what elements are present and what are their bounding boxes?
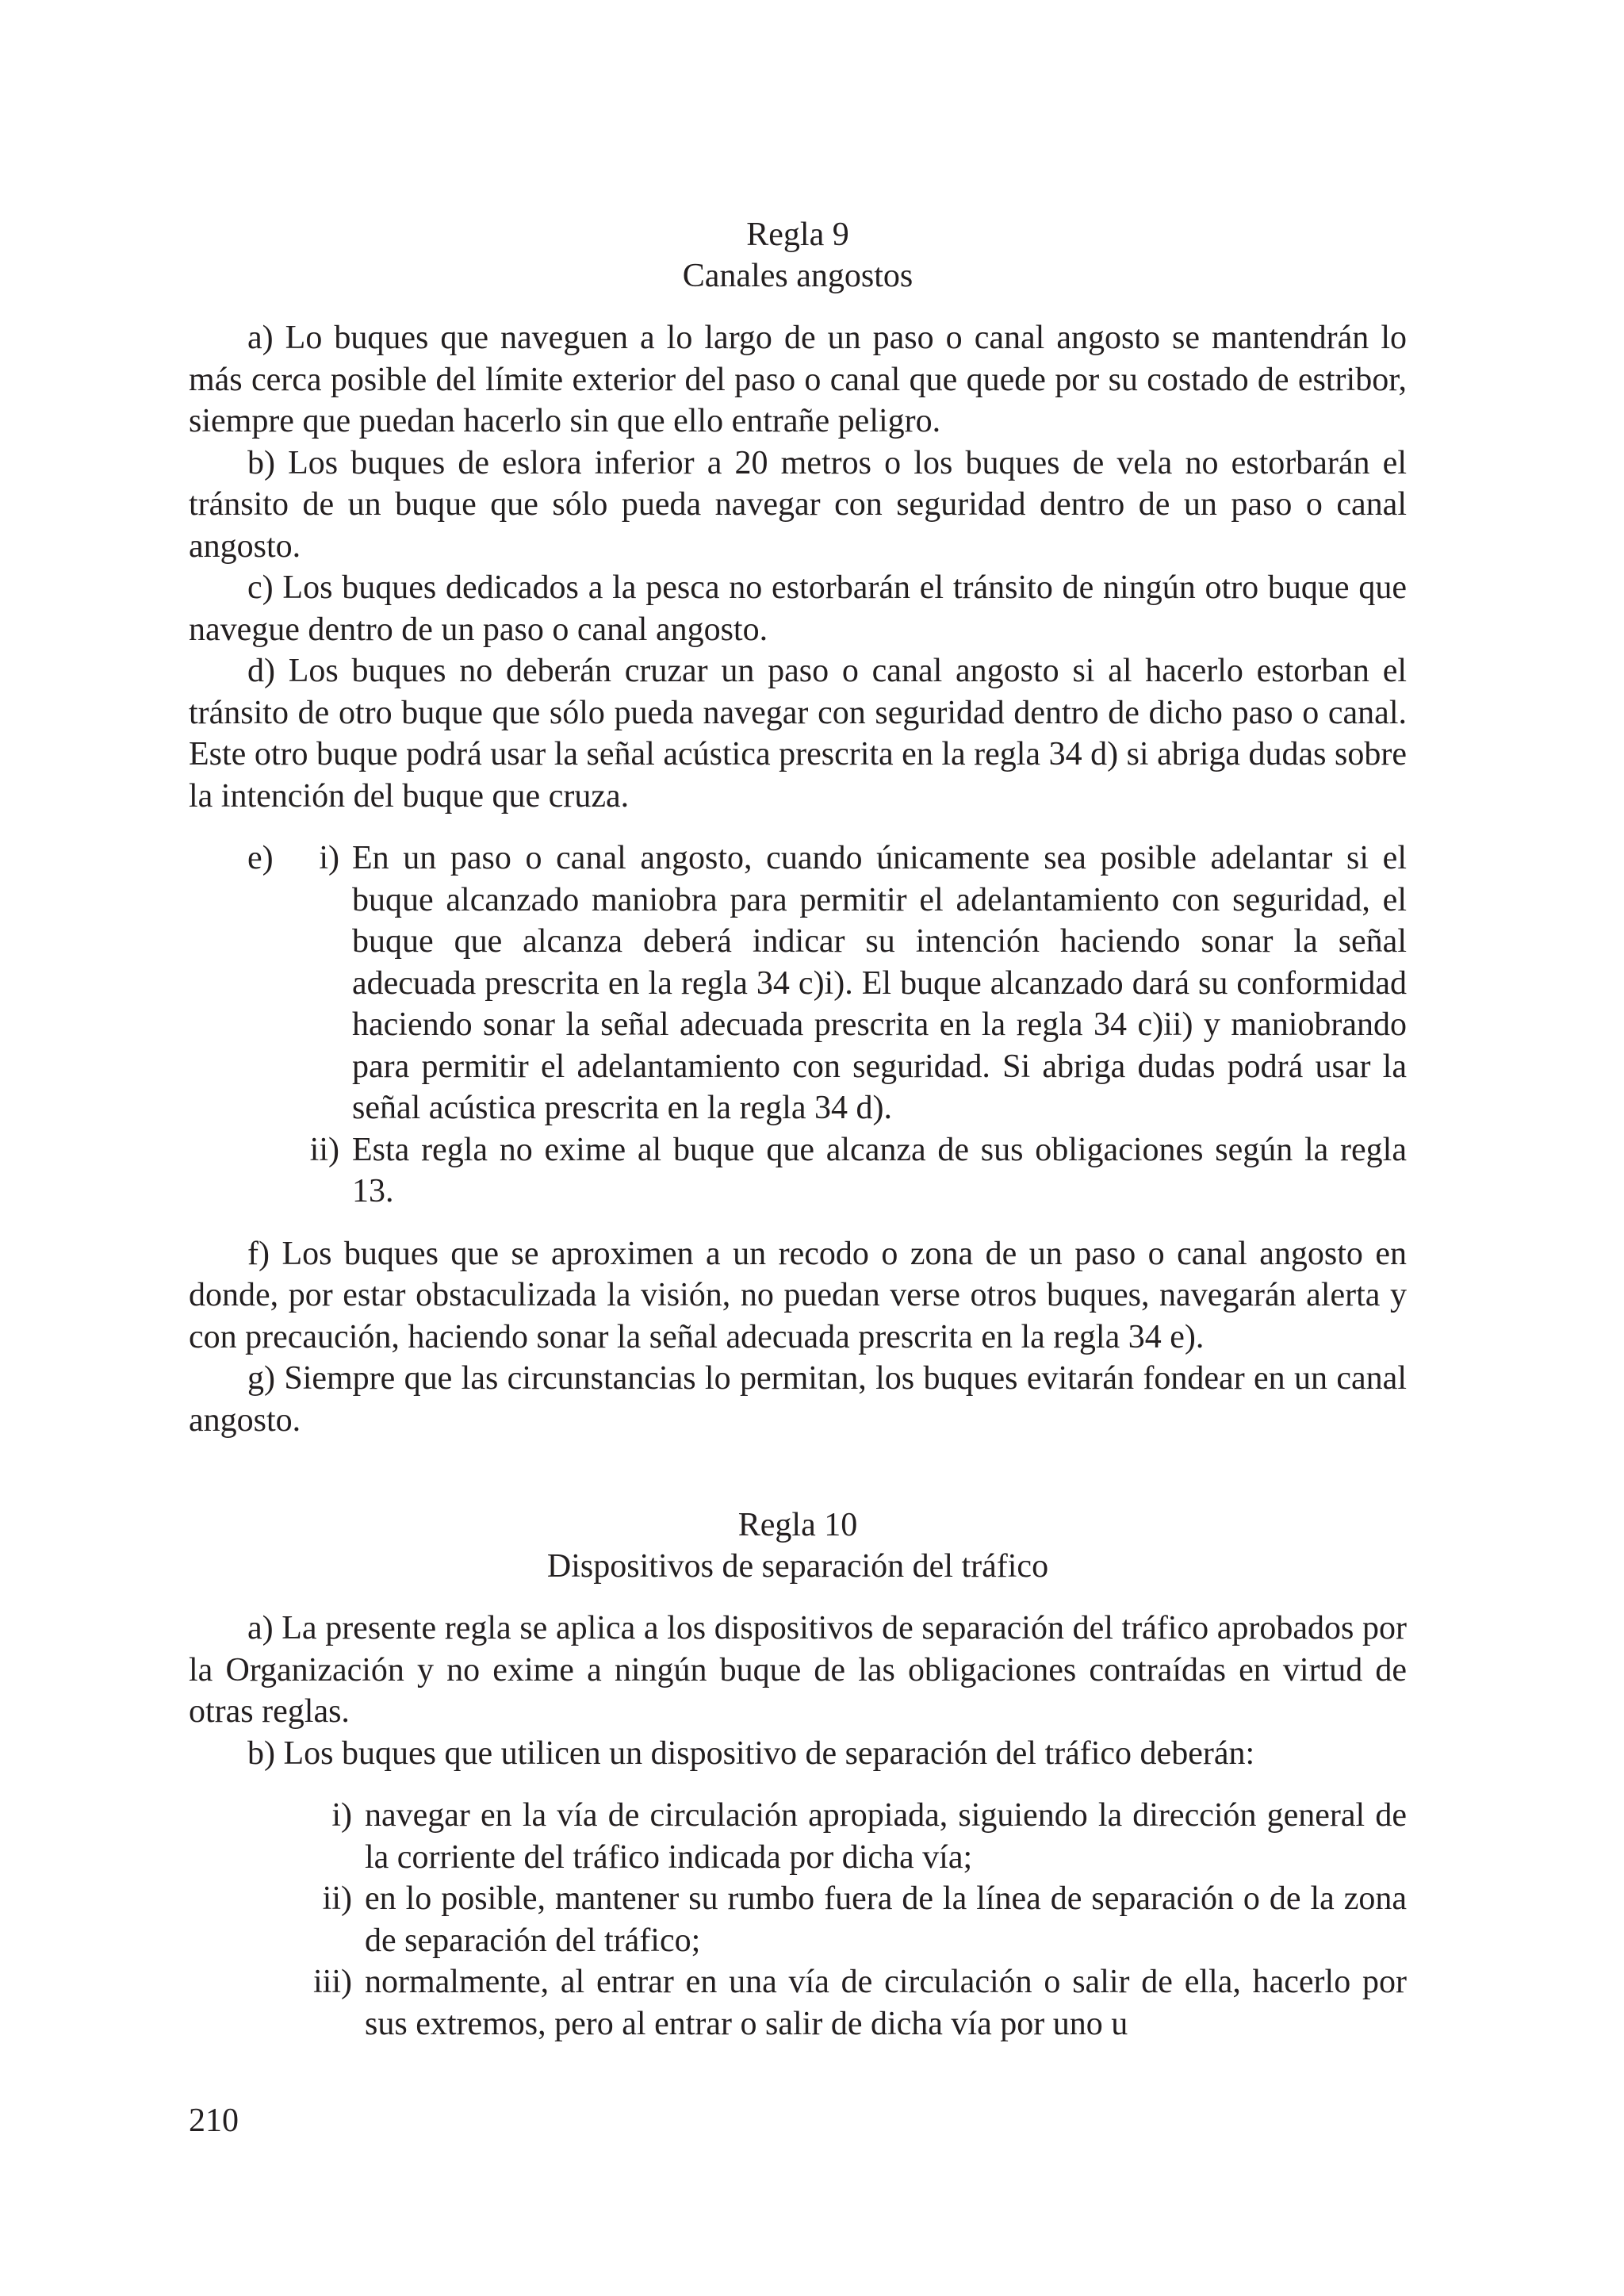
list-item-text: en lo posible, mantener su rumbo fuera de la línea de separación o de la zona de separación del tráfico;: [365, 1880, 1407, 1959]
rule10-paragraph-b: b) Los buques que utilicen un dispositivo de separación del tráfico deberán:: [247, 1734, 1255, 1772]
rule9-paragraph-g: g) Siempre que las circunstancias lo permitan, los buques evitarán fondear en un canal angosto.: [189, 1360, 1407, 1439]
rule10-paragraph-a: a) La presente regla se aplica a los dispositivos de separación del tráfico aprobados por la Organización y no exime a ningún buque de las obligaciones contraídas en virtud de otras reglas.: [189, 1610, 1407, 1730]
list-item-text: Esta regla no exime al buque que alcanza de sus obligaciones según la regla 13.: [352, 1131, 1407, 1209]
list-item-label: i): [331, 1797, 352, 1834]
list-item-label: i): [319, 840, 339, 876]
list-item: [189, 1129, 1407, 1213]
list-item-label: iii): [313, 1964, 352, 2000]
page-number: 210: [189, 2102, 239, 2139]
list-item: [189, 838, 1407, 1129]
rule9-e-label: e): [247, 840, 274, 876]
rule10-b-list: [189, 1795, 1407, 2045]
rule9-paragraph-f: f) Los buques que se aproximen a un recodo o zona de un paso o canal angosto en donde, por estar obstaculizada la visión, no puedan verse otros buques, navegarán alerta y con precaución, haciendo sonar la señal adecuada prescrita en la regla 34 e).: [189, 1235, 1407, 1355]
rule9-paragraph-c: c) Los buques dedicados a la pesca no estorbarán el tránsito de ningún otro buque que navegue dentro de un paso o canal angosto.: [189, 569, 1407, 648]
list-item: [189, 1961, 1407, 2045]
rule9-subtitle: Canales angostos: [682, 258, 914, 294]
list-item: [189, 1795, 1407, 1878]
list-item-label: ii): [322, 1880, 352, 1917]
rule9-paragraph-e: [189, 838, 1407, 1213]
rule10-subtitle: Dispositivos de separación del tráfico: [546, 1548, 1049, 1585]
list-item-text: normalmente, al entrar en una vía de circulación o salir de ella, hacerlo por sus extremos, pero al entrar o salir de dicha vía por uno u: [365, 1964, 1407, 2042]
rule9-paragraph-b: b) Los buques de eslora inferior a 20 metros o los buques de vela no estorbarán el tránsito de un buque que sólo pueda navegar con seguridad dentro de un paso o canal angosto.: [189, 444, 1407, 565]
rule9-paragraph-a: a) Lo buques que naveguen a lo largo de un paso o canal angosto se mantendrán lo más cerca posible del límite exterior del paso o canal que quede por su costado de estribor, siempre que puedan hacerlo sin que ello entrañe peligro.: [189, 320, 1407, 439]
list-item: [189, 1878, 1407, 1961]
rule9-paragraph-d: d) Los buques no deberán cruzar un paso o canal angosto si al hacerlo estorban el tránsito de otro buque que sólo pueda navegar con seguridad dentro de dicho paso o canal. Este otro buque podrá usar la señal acústica prescrita en la regla 34 d) si abriga dudas sobre la intención del buque que cruza.: [189, 653, 1407, 815]
rule10-title: Regla 10: [737, 1507, 858, 1543]
page-body: [189, 214, 1407, 2045]
rule9-title: Regla 9: [746, 217, 849, 253]
list-item-text: En un paso o canal angosto, cuando únicamente sea posible adelantar si el buque alcanzado maniobra para permitir el adelantamiento con seguridad, el buque que alcanza deberá indicar su intención haciendo sonar la señal adecuada prescrita en la regla 34 c)i). El buque alcanzado dará su conformidad haciendo sonar la señal adecuada prescrita en la regla 34 c)ii) y maniobrando para permitir el adelantamiento con seguridad. Si abriga dudas podrá usar la señal acústica prescrita en la regla 34 d).: [352, 840, 1407, 1126]
list-item-label: ii): [309, 1131, 339, 1168]
list-item-text: navegar en la vía de circulación apropiada, siguiendo la dirección general de la corriente del tráfico indicada por dicha vía;: [365, 1797, 1407, 1876]
